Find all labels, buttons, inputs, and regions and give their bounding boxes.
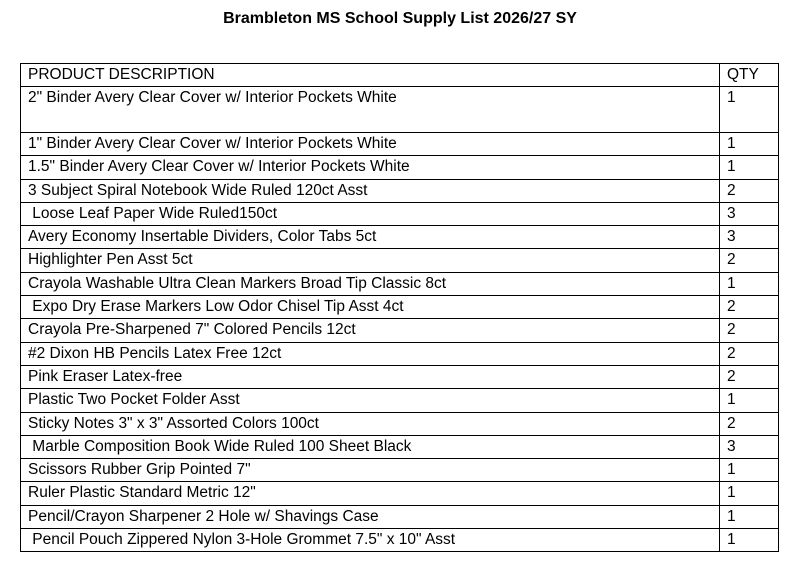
table-row [21,272,779,295]
qty-cell: 1 [720,389,779,412]
table-row [21,412,779,435]
table-body [21,87,779,552]
table-row [21,319,779,342]
qty-cell: 1 [720,529,779,552]
table-row [21,226,779,249]
qty-cell: 2 [720,412,779,435]
table-row [21,505,779,528]
table-row [21,482,779,505]
table-row [21,249,779,272]
product-description-cell: Crayola Pre-Sharpened 7" Colored Pencils 12ct [21,319,720,342]
table-row [21,156,779,179]
qty-cell: 2 [720,365,779,388]
table-row [21,87,779,133]
table-row [21,133,779,156]
table-row [21,389,779,412]
column-header-description: PRODUCT DESCRIPTION [21,64,720,87]
product-description-cell: Sticky Notes 3" x 3" Assorted Colors 100ct [21,412,720,435]
table-header-row [21,64,779,87]
qty-cell: 1 [720,505,779,528]
qty-cell: 1 [720,133,779,156]
table-row [21,529,779,552]
table-row [21,342,779,365]
product-description-cell: Pink Eraser Latex-free [21,365,720,388]
qty-cell: 2 [720,319,779,342]
product-description-cell: Scissors Rubber Grip Pointed 7" [21,459,720,482]
product-description-cell: Pencil/Crayon Sharpener 2 Hole w/ Shavings Case [21,505,720,528]
qty-cell: 1 [720,459,779,482]
product-description-cell: Highlighter Pen Asst 5ct [21,249,720,272]
product-description-cell: #2 Dixon HB Pencils Latex Free 12ct [21,342,720,365]
product-description-cell: 1.5" Binder Avery Clear Cover w/ Interior Pockets White [21,156,720,179]
table-row [21,365,779,388]
product-description-cell: Loose Leaf Paper Wide Ruled150ct [21,202,720,225]
page-title: Brambleton MS School Supply List 2026/27 SY [223,10,577,27]
qty-cell: 1 [720,272,779,295]
table-row [21,435,779,458]
qty-cell: 1 [720,87,779,133]
table-row [21,179,779,202]
supply-list-table [20,63,779,552]
table-row [21,202,779,225]
qty-cell: 2 [720,342,779,365]
product-description-cell: Expo Dry Erase Markers Low Odor Chisel Tip Asst 4ct [21,296,720,319]
qty-cell: 2 [720,249,779,272]
qty-cell: 1 [720,482,779,505]
qty-cell: 3 [720,202,779,225]
column-header-qty: QTY [720,64,779,87]
table-row [21,296,779,319]
qty-cell: 2 [720,296,779,319]
qty-cell: 2 [720,179,779,202]
product-description-cell: Plastic Two Pocket Folder Asst [21,389,720,412]
qty-cell: 3 [720,226,779,249]
table-row [21,459,779,482]
product-description-cell: Pencil Pouch Zippered Nylon 3-Hole Grommet 7.5" x 10" Asst [21,529,720,552]
product-description-cell: Crayola Washable Ultra Clean Markers Broad Tip Classic 8ct [21,272,720,295]
product-description-cell: Ruler Plastic Standard Metric 12" [21,482,720,505]
product-description-cell: 3 Subject Spiral Notebook Wide Ruled 120ct Asst [21,179,720,202]
product-description-cell: Avery Economy Insertable Dividers, Color Tabs 5ct [21,226,720,249]
product-description-cell: 2" Binder Avery Clear Cover w/ Interior Pockets White [21,87,720,133]
qty-cell: 1 [720,156,779,179]
product-description-cell: Marble Composition Book Wide Ruled 100 Sheet Black [21,435,720,458]
qty-cell: 3 [720,435,779,458]
product-description-cell: 1" Binder Avery Clear Cover w/ Interior Pockets White [21,133,720,156]
